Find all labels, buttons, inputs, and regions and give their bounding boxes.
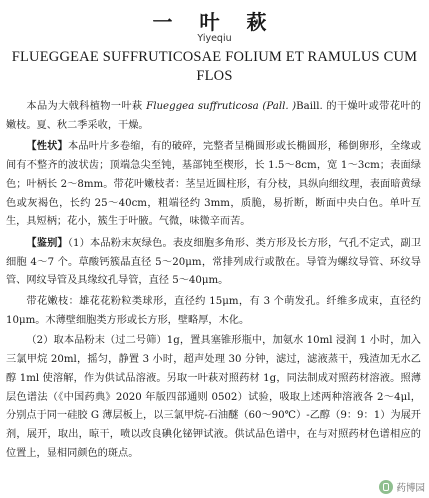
source-text-a: 本品为大戟科植物一叶萩 xyxy=(26,101,147,112)
identification-text-1: （1）本品粉末灰绿色。表皮细胞多角形、类方形及长方形，气孔不定式，副卫细胞 4～7 个。草酸钙簇晶直径 5～20μm，常排列成行或散在。导管为螺纹导管、环纹导管、网纹导管及具缘纹孔导管，直径 5～40μm。 xyxy=(6,237,422,287)
watermark-text: 药博园 xyxy=(396,483,425,494)
identification-paragraph-3: （2）取本品粉末（过二号筛）1g，置具塞锥形瓶中，加氨水 10ml 浸润 1 小时，加入三氯甲烷 20ml，摇匀，静置 3 小时，超声处理 30 分钟，滤过，滤液蒸干，残渣加无水乙醇 1ml 使溶解，作为供试品溶液。另取一叶萩对照药材 1g，同法制成对照药材溶液。照薄层色谱法（《中国药典》2020 年版四部通则 0502）试验，吸取上述两种溶液各 2～4μl，分别点于同一硅胶 G 薄层板上，以三氯甲烷-石油醚（60～90℃）-乙醇（9：9：1）为展开剂，展开，取出，晾干，喷以改良碘化铋钾试液。供试品色谱中，在与对照药材色谱相应的位置上，显相同颜色的斑点。 xyxy=(6,335,421,459)
source-text-b: Baill. 的干燥叶或带花叶的嫩枝。夏、秋二季采收，干燥。 xyxy=(6,101,421,131)
identification-paragraph-1 xyxy=(6,234,421,291)
properties-paragraph xyxy=(6,137,421,232)
identification-paragraph-2: 带花嫩枝：雄花花粉粒类球形，直径约 15μm，有 3 个萌发孔。纤维多成束，直径约 10μm。木薄壁细胞类方形或长方形，壁略厚，木化。 xyxy=(6,296,421,326)
pinyin-name: Yiyeqiu xyxy=(197,33,232,44)
page-title: 一 叶 萩 xyxy=(152,10,277,34)
species-name: Flueggea suffruticosa (Pall. ) xyxy=(146,101,297,112)
wechat-icon xyxy=(379,480,393,494)
latin-name: FLUEGGEAE SUFFRUTICOSAE FOLIUM ET RAMULUS CUM FLOS xyxy=(11,49,418,84)
source-paragraph xyxy=(6,98,421,135)
identification-heading: 【鉴别】 xyxy=(26,236,68,249)
properties-heading: 【性状】 xyxy=(26,140,68,153)
properties-text: 本品叶片多卷缩，有的破碎，完整者呈椭圆形或长椭圆形，稀倒卵形，全缘或间有不整齐的波状齿；顶端急尖至钝，基部钝至楔形，长 1.5～8cm，宽 1～3cm；表面绿色；叶柄长 2～8mm。带花叶嫩枝者：茎呈近圆柱形，有分枝，具纵向细纹理，表面暗黄绿色或灰褐色，长约 25～40cm，粗端径约 3mm，质脆，易折断，断面中央白色。单叶互生，具短柄；花小，簇生于叶腋。气微，味微辛而苦。 xyxy=(6,141,421,228)
watermark xyxy=(379,480,425,494)
monograph-body xyxy=(6,98,421,463)
